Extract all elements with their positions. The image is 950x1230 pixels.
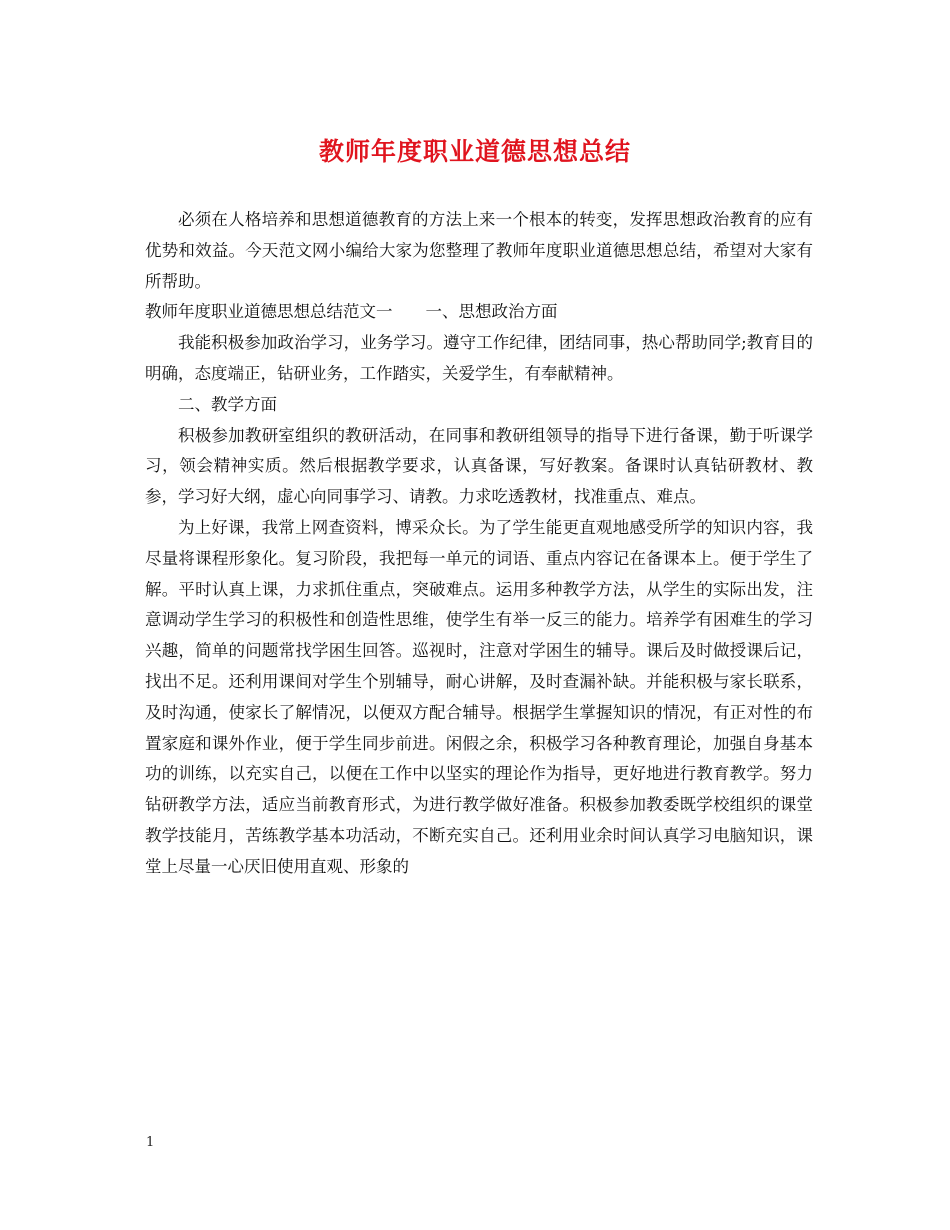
paragraph-intro: 必须在人格培养和思想道德教育的方法上来一个根本的转变，发挥思想政治教育的应有优势和效益。今天范文网小编给大家为您整理了教师年度职业道德思想总结，希望对大家有所帮助。	[145, 210, 813, 291]
document-title: 教师年度职业道德思想总结	[318, 137, 631, 166]
page-number: 1	[146, 1135, 155, 1150]
paragraph-section-heading-1: 教师年度职业道德思想总结范文一 一、思想政治方面	[145, 302, 558, 322]
paragraph-teaching-research: 积极参加教研室组织的教研活动，在同事和教研组领导的指导下进行备课，勤于听课学习，领会精神实质。然后根据教学要求，认真备课，写好教案。备课时认真钻研教材、教参，学习好大纲，虚心向同事学习、请教。力求吃透教材，找准重点、难点。	[145, 425, 813, 507]
paragraph-political: 我能积极参加政治学习，业务学习。遵守工作纪律，团结同事，热心帮助同学;教育目的明确，态度端正，钻研业务，工作踏实，关爱学生，有奉献精神。	[145, 333, 813, 383]
paragraph-section-heading-2: 二、教学方面	[178, 394, 277, 414]
document-body	[145, 205, 813, 883]
paragraph-teaching-methods: 为上好课，我常上网查资料，博采众长。为了学生能更直观地感受所学的知识内容，我尽量将课程形象化。复习阶段，我把每一单元的词语、重点内容记在备课本上。便于学生了解。平时认真上课，力求抓住重点，突破难点。运用多种教学方法，从学生的实际出发，注意调动学生学习的积极性和创造性思维，使学生有举一反三的能力。培养学有困难生的学习兴趣，简单的问题常找学困生回答。巡视时，注意对学困生的辅导。课后及时做授课后记，找出不足。还利用课间对学生个别辅导，耐心讲解，及时查漏补缺。并能积极与家长联系，及时沟通，使家长了解情况，以便双方配合辅导。根据学生掌握知识的情况，有正对性的布置家庭和课外作业，便于学生同步前进。闲假之余，积极学习各种教育理论，加强自身基本功的训练，以充实自己，以便在工作中以坚实的理论作为指导，更好地进行教育教学。努力钻研教学方法，适应当前教育形式，为进行教学做好准备。积极参加教委既学校组织的课堂教学技能月，苦练教学基本功活动，不断充实自己。还利用业余时间认真学习电脑知识，课堂上尽量一心厌旧使用直观、形象的	[145, 517, 813, 876]
